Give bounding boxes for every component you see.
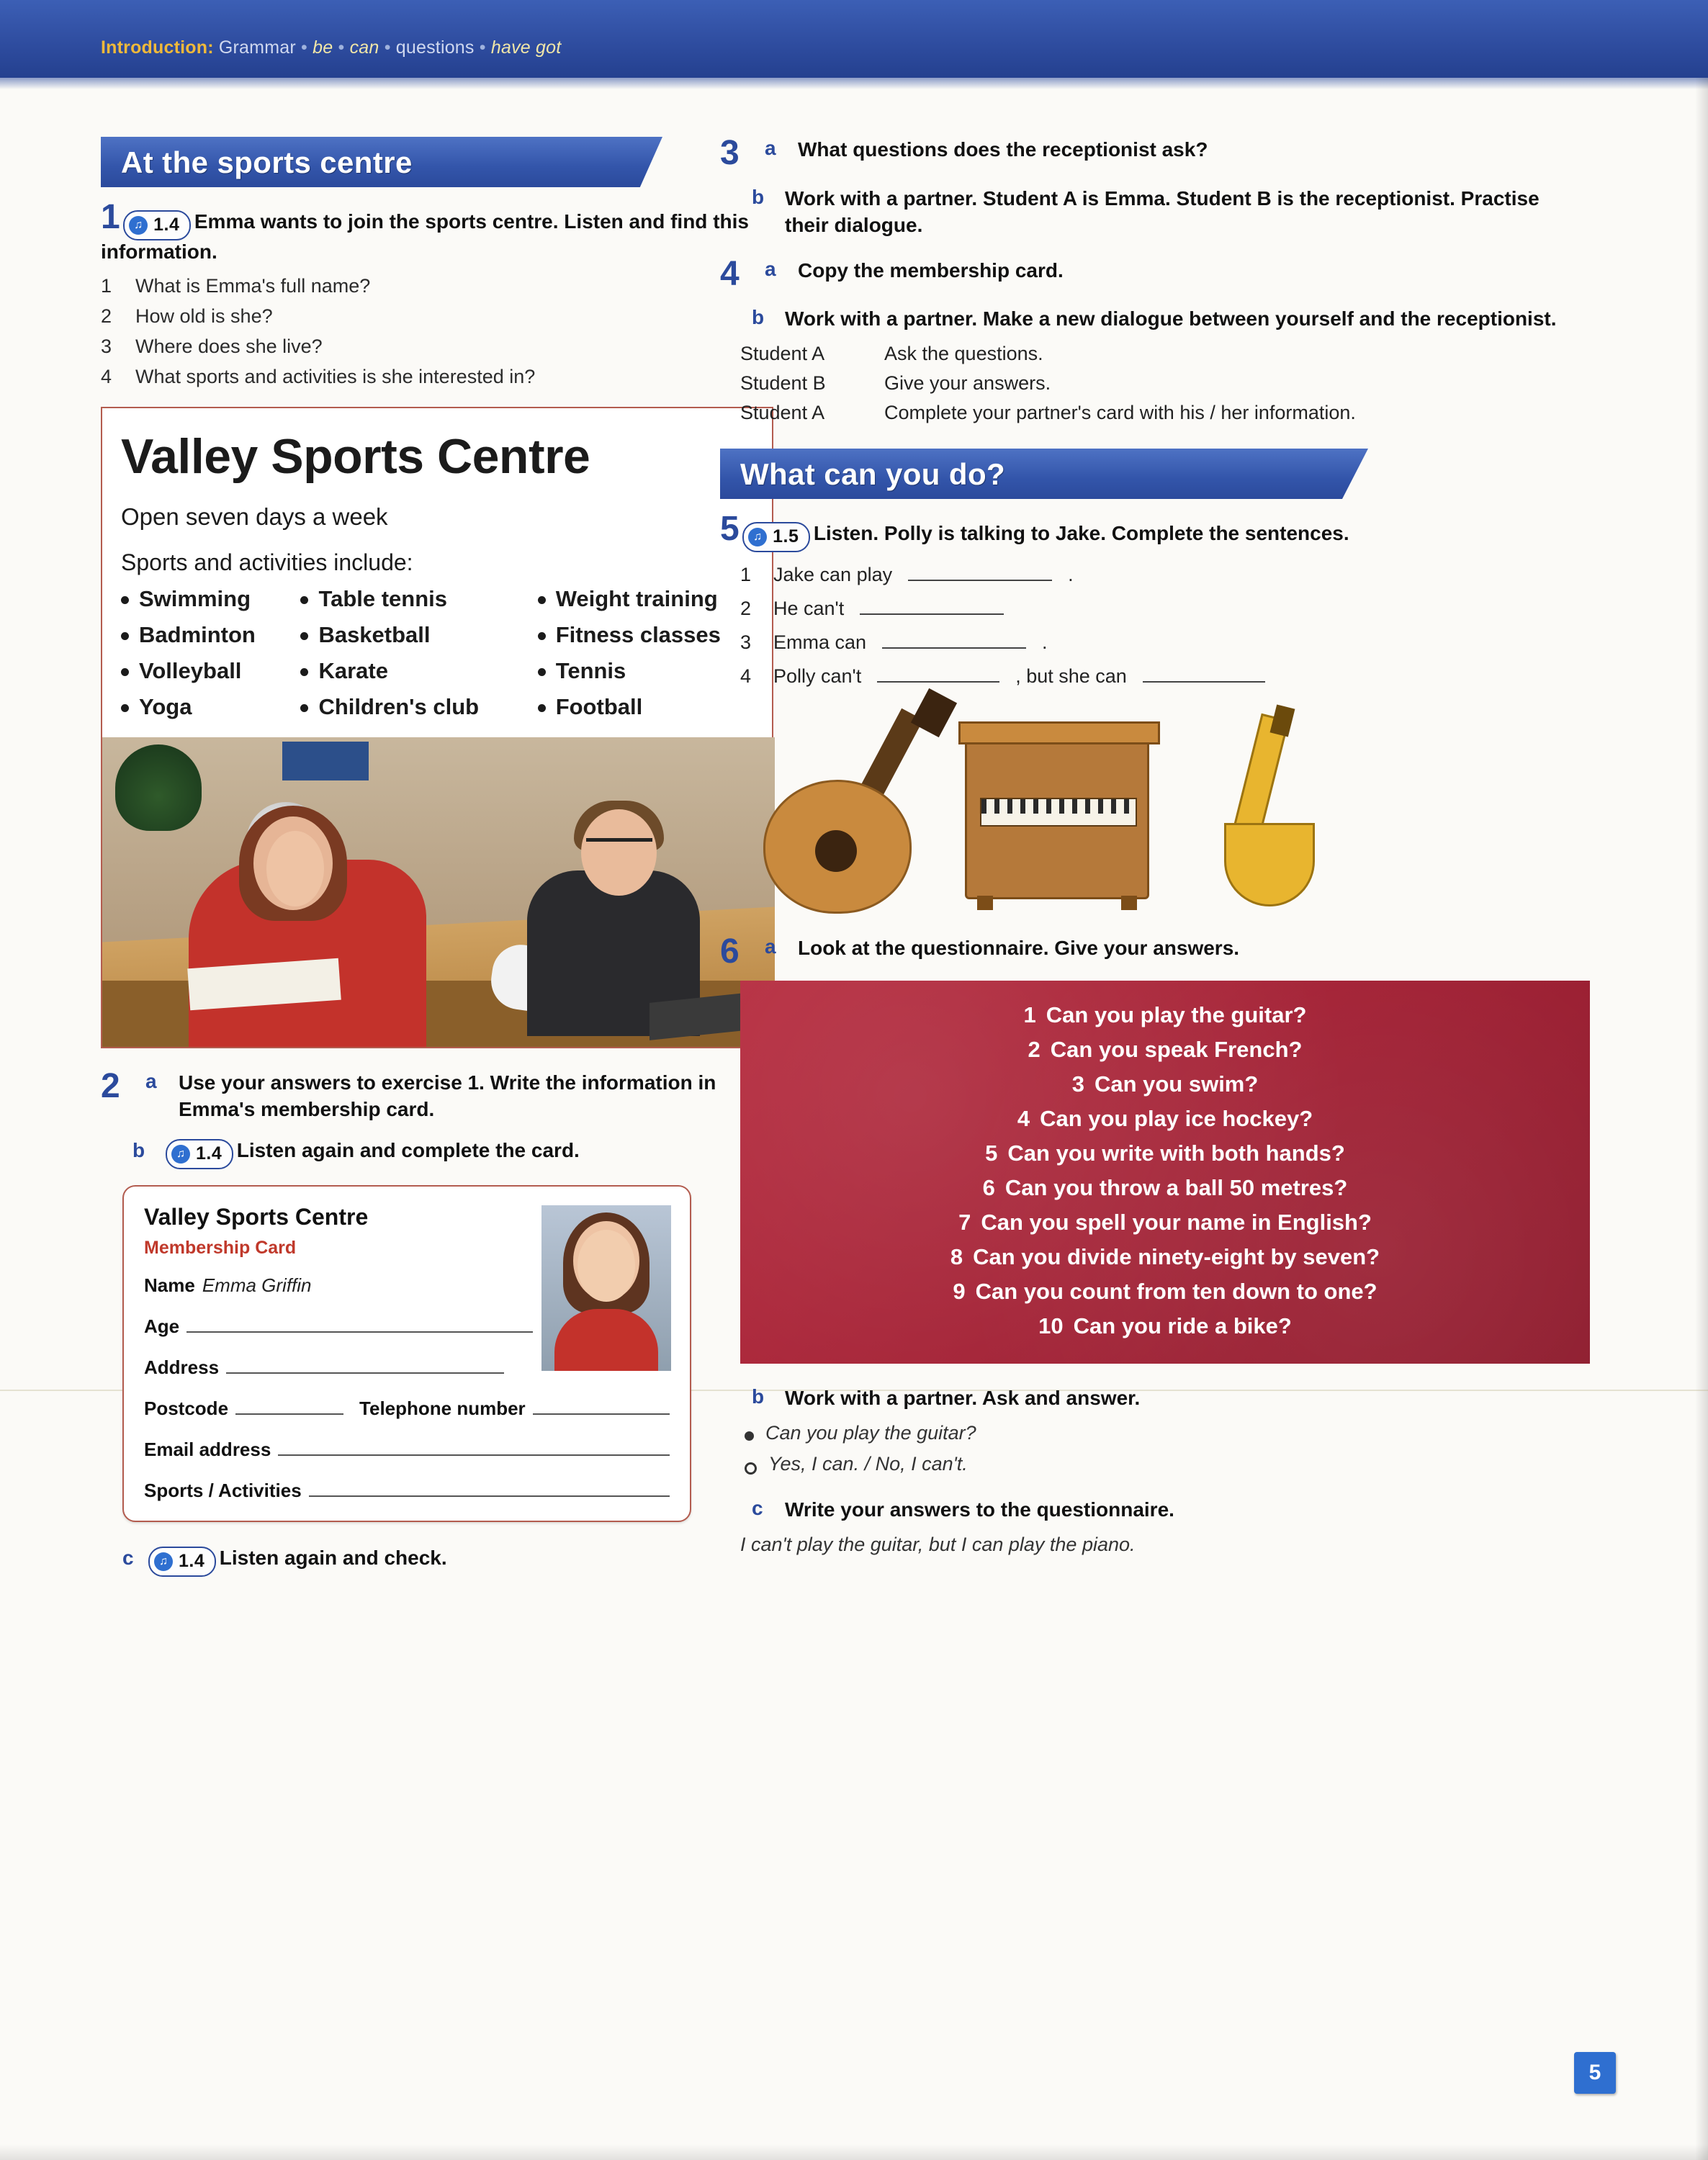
right-column [720, 134, 1606, 1575]
exercise-2c-letter: c [122, 1546, 134, 1569]
sports-input[interactable] [309, 1477, 670, 1497]
role-task: Ask the questions. [884, 343, 1043, 365]
exercise-6 [720, 932, 1606, 1557]
speaker-icon: ♫ [154, 1552, 173, 1571]
exercise-6a-text: Look at the questionnaire. Give your answers. [798, 936, 1240, 959]
bullet-icon [121, 632, 129, 640]
activity-label: Table tennis [318, 585, 448, 611]
exercise-5-number: 5 [720, 510, 740, 549]
audio-track-number: 1.4 [153, 215, 180, 235]
page-number: 5 [1574, 2052, 1616, 2094]
list-item [745, 1422, 1606, 1444]
exercise-6b-text: Work with a partner. Ask and answer. [785, 1387, 1141, 1410]
list-item [766, 1037, 1564, 1063]
name-value: Emma Griffin [202, 1274, 312, 1296]
postcode-label: Postcode [144, 1397, 229, 1419]
list-item [300, 586, 537, 612]
bullet-icon [121, 596, 129, 604]
telephone-input[interactable] [533, 1395, 670, 1415]
activity-label: Children's club [318, 693, 480, 719]
membership-card-address-row [144, 1354, 504, 1379]
exercise-5-instruction: Listen. Polly is talking to Jake. Complete the sentences. [813, 522, 1349, 545]
sentence-text: He can't [773, 597, 845, 619]
list-item [300, 622, 537, 648]
exercise-6b-examples [745, 1422, 1606, 1475]
exercise-6c-text: Write your answers to the questionnaire. [785, 1498, 1174, 1521]
question-text: Can you swim? [1094, 1071, 1259, 1097]
activity-label: Yoga [139, 693, 192, 719]
activity-label: Karate [318, 657, 388, 683]
item-number: 10 [1038, 1313, 1064, 1339]
exercise-2c-text: Listen again and check. [219, 1546, 447, 1569]
item-number: 1 [1023, 1002, 1036, 1028]
exercise-1-instruction: Emma wants to join the sports centre. Listen and find this information. [101, 210, 749, 263]
activity-label: Tennis [555, 657, 626, 683]
exercise-4-number: 4 [720, 254, 740, 293]
list-item [300, 658, 537, 684]
list-item [101, 275, 778, 297]
exercise-6a-letter: a [765, 935, 776, 958]
answer-blank[interactable] [1143, 664, 1265, 683]
activity-label: Basketball [318, 621, 431, 647]
exercise-5-sentences [740, 562, 1606, 688]
table-row [740, 343, 1606, 365]
poster-activity-columns [121, 586, 753, 730]
answer-blank[interactable] [877, 664, 999, 683]
audio-track-chip-1-4a[interactable] [123, 210, 191, 240]
list-item [766, 1140, 1564, 1166]
sentence-middle: , but she can [1015, 665, 1127, 687]
item-number: 2 [1028, 1037, 1040, 1063]
answer-blank[interactable] [860, 596, 1004, 615]
activity-label: Fitness classes [555, 621, 721, 647]
item-text: What is Emma's full name? [135, 274, 371, 297]
question-text: Can you speak French? [1050, 1037, 1303, 1063]
answer-blank[interactable] [908, 562, 1052, 581]
header-topic-can: can [349, 37, 379, 58]
bullet-icon [121, 704, 129, 712]
sentence-text: Emma can [773, 631, 867, 653]
activity-label: Swimming [139, 585, 251, 611]
list-item [121, 658, 300, 684]
sentence-end: . [1068, 563, 1074, 585]
section-banner-what-can-you-do [720, 449, 1606, 505]
left-column [101, 134, 778, 1577]
exercise-2a-text: Use your answers to exercise 1. Write the information in Emma's membership card. [179, 1071, 716, 1120]
bullet-icon [300, 596, 308, 604]
exercise-4b-text: Work with a partner. Make a new dialogue between yourself and the receptionist. [785, 307, 1557, 330]
poster-activity-column-2 [300, 586, 537, 730]
membership-card-sports-row [144, 1477, 670, 1502]
exercise-3 [720, 134, 1606, 239]
list-item [766, 1313, 1564, 1339]
list-item [740, 630, 1606, 654]
list-item [121, 694, 300, 720]
bullet-icon [538, 596, 546, 604]
exercise-2b-letter: b [132, 1138, 145, 1161]
item-number: 5 [985, 1140, 998, 1166]
question-text: Can you spell your name in English? [981, 1210, 1372, 1236]
exercise-4a-letter: a [765, 257, 776, 280]
speaker-icon: ♫ [129, 216, 148, 235]
item-number: 8 [950, 1244, 963, 1270]
exercise-3a-letter: a [765, 137, 776, 159]
exercise-1 [101, 200, 778, 388]
item-text: Where does she live? [135, 335, 323, 357]
item-number: 2 [101, 305, 112, 327]
page-edge-bottom [0, 2144, 1708, 2160]
email-label: Email address [144, 1438, 271, 1460]
role-label: Student A [740, 343, 825, 365]
exercise-2c [122, 1547, 778, 1577]
exercise-1-question-list [101, 275, 778, 388]
list-item [101, 336, 778, 358]
question-text: Can you divide ninety-eight by seven? [973, 1244, 1380, 1270]
instruments-illustration [749, 701, 1606, 917]
age-label: Age [144, 1315, 180, 1337]
speaker-icon: ♫ [748, 528, 767, 546]
exercise-3b-letter: b [752, 185, 765, 208]
table-row [740, 372, 1606, 395]
header-topic-have-got: have got [490, 37, 562, 58]
activity-label: Volleyball [139, 657, 242, 683]
list-item [766, 1244, 1564, 1270]
bullet-icon [300, 704, 308, 712]
exercise-6c-example: I can't play the guitar, but I can play the piano. [740, 1534, 1136, 1556]
email-input[interactable] [278, 1436, 670, 1456]
exercise-3b-text: Work with a partner. Student A is Emma. Student B is the receptionist. Practise their dialogue. [785, 186, 1540, 236]
poster-title: Valley Sports Centre [121, 428, 590, 484]
list-item [300, 694, 537, 720]
list-item [766, 1002, 1564, 1028]
questionnaire-box [740, 981, 1590, 1364]
exercise-2b-text: Listen again and complete the card. [236, 1138, 580, 1161]
role-task: Complete your partner's card with his / her information. [884, 402, 1356, 424]
bullet-icon [300, 668, 308, 676]
avatar [541, 1205, 671, 1371]
question-text: Can you write with both hands? [1007, 1140, 1345, 1166]
header-topics: Introduction: Grammar • be • can • questions • have got [101, 37, 562, 58]
speaker-icon: ♫ [171, 1145, 190, 1164]
list-item [766, 1279, 1564, 1305]
item-number: 1 [101, 274, 112, 297]
page-header-bar [0, 0, 1708, 78]
section-banner-sports-centre-label: At the sports centre [121, 145, 413, 179]
activity-label: Badminton [139, 621, 256, 647]
exercise-6c-letter: c [752, 1497, 763, 1520]
role-task: Give your answers. [884, 372, 1051, 395]
exercise-2 [101, 1066, 778, 1577]
item-number: 1 [740, 563, 752, 585]
bullet-icon [538, 704, 546, 712]
bullet-icon [745, 1431, 754, 1441]
activity-label: Weight training [555, 585, 718, 611]
activity-label: Football [555, 693, 643, 719]
saxophone-icon [1195, 715, 1339, 902]
item-number: 9 [953, 1279, 966, 1305]
audio-track-chip-1-5[interactable] [742, 522, 810, 552]
membership-card-subtitle: Membership Card [144, 1237, 297, 1258]
list-item [740, 664, 1606, 688]
list-item [101, 305, 778, 328]
poster-activity-column-1 [121, 586, 300, 730]
list-item [766, 1210, 1564, 1236]
bullet-icon [538, 632, 546, 640]
question-text: Can you throw a ball 50 metres? [1004, 1175, 1348, 1201]
membership-card-title: Valley Sports Centre [144, 1203, 369, 1230]
membership-card-age-row [144, 1313, 533, 1338]
item-text: What sports and activities is she interested in? [135, 365, 536, 387]
role-label: Student A [740, 402, 825, 424]
question-text: Can you play ice hockey? [1040, 1106, 1313, 1132]
item-number: 4 [740, 665, 752, 687]
exercise-6-number: 6 [720, 932, 740, 971]
valley-sports-centre-poster [101, 407, 773, 1048]
exercise-4a-text: Copy the membership card. [798, 258, 1064, 282]
bullet-icon [300, 632, 308, 640]
list-item [745, 1453, 1606, 1475]
exercise-1-number: 1 [101, 198, 120, 236]
sports-label: Sports / Activities [144, 1479, 302, 1501]
header-unit-label: Introduction: [101, 37, 214, 58]
bullet-open-icon [745, 1462, 757, 1475]
item-number: 7 [958, 1210, 971, 1236]
role-label: Student B [740, 372, 826, 395]
piano-icon [965, 729, 1149, 899]
page-edge-right [1695, 78, 1708, 2160]
exercise-6b-letter: b [752, 1385, 765, 1408]
list-item [121, 622, 300, 648]
exercise-5 [720, 512, 1606, 917]
section-banner-what-can-you-do-label: What can you do? [740, 457, 1006, 492]
item-number: 2 [740, 597, 752, 619]
postcode-input[interactable] [235, 1395, 343, 1415]
address-input[interactable] [226, 1354, 504, 1374]
answer-blank[interactable] [882, 630, 1026, 649]
reception-desk-photo [102, 737, 775, 1047]
list-item [766, 1071, 1564, 1097]
exercise-2a-letter: a [145, 1069, 157, 1092]
item-number: 3 [1071, 1071, 1084, 1097]
question-text: Can you play the guitar? [1046, 1002, 1307, 1028]
audio-track-chip-1-4b[interactable] [166, 1139, 233, 1169]
address-label: Address [144, 1356, 220, 1378]
exercise-3-number: 3 [720, 134, 740, 172]
item-text: How old is she? [135, 305, 273, 327]
section-banner-sports-centre [101, 134, 778, 193]
membership-card [122, 1185, 691, 1522]
list-item [740, 562, 1606, 586]
exercise-4b-letter: b [752, 306, 765, 329]
example-answer: Yes, I can. / No, I can't. [768, 1453, 968, 1475]
item-number: 3 [101, 335, 112, 357]
exercise-3a-text: What questions does the receptionist ask? [798, 138, 1208, 161]
sentence-text: Jake can play [773, 563, 893, 585]
audio-track-number: 1.4 [179, 1551, 205, 1572]
bullet-icon [121, 668, 129, 676]
list-item [121, 586, 300, 612]
item-number: 6 [982, 1175, 995, 1201]
audio-track-number: 1.5 [773, 526, 799, 547]
header-topic-questions: questions [395, 37, 475, 58]
membership-card-postcode-row [144, 1395, 670, 1420]
poster-includes-label: Sports and activities include: [121, 549, 413, 575]
item-number: 3 [740, 631, 752, 653]
list-item [101, 366, 778, 388]
audio-track-chip-1-4c[interactable] [148, 1547, 216, 1577]
table-row [740, 402, 1606, 424]
exercise-4 [720, 254, 1606, 425]
example-question: Can you play the guitar? [765, 1422, 976, 1444]
bullet-icon [538, 668, 546, 676]
membership-card-name-row [144, 1274, 533, 1297]
question-text: Can you ride a bike? [1073, 1313, 1292, 1339]
list-item [740, 596, 1606, 620]
sentence-end: . [1042, 631, 1048, 653]
membership-card-email-row [144, 1436, 670, 1461]
header-topic-grammar: Grammar [218, 37, 296, 58]
exercise-2-number: 2 [101, 1066, 120, 1105]
exercise-4-roles [740, 343, 1606, 424]
item-number: 4 [1017, 1106, 1030, 1132]
age-input[interactable] [186, 1313, 533, 1333]
audio-track-number: 1.4 [196, 1143, 223, 1164]
list-item [766, 1175, 1564, 1201]
header-topic-be: be [313, 37, 333, 58]
sentence-text: Polly can't [773, 665, 862, 687]
question-text: Can you count from ten down to one? [975, 1279, 1377, 1305]
poster-opening-hours: Open seven days a week [121, 503, 388, 530]
telephone-label: Telephone number [359, 1397, 526, 1419]
list-item [766, 1106, 1564, 1132]
item-number: 4 [101, 365, 112, 387]
name-label: Name [144, 1274, 195, 1296]
